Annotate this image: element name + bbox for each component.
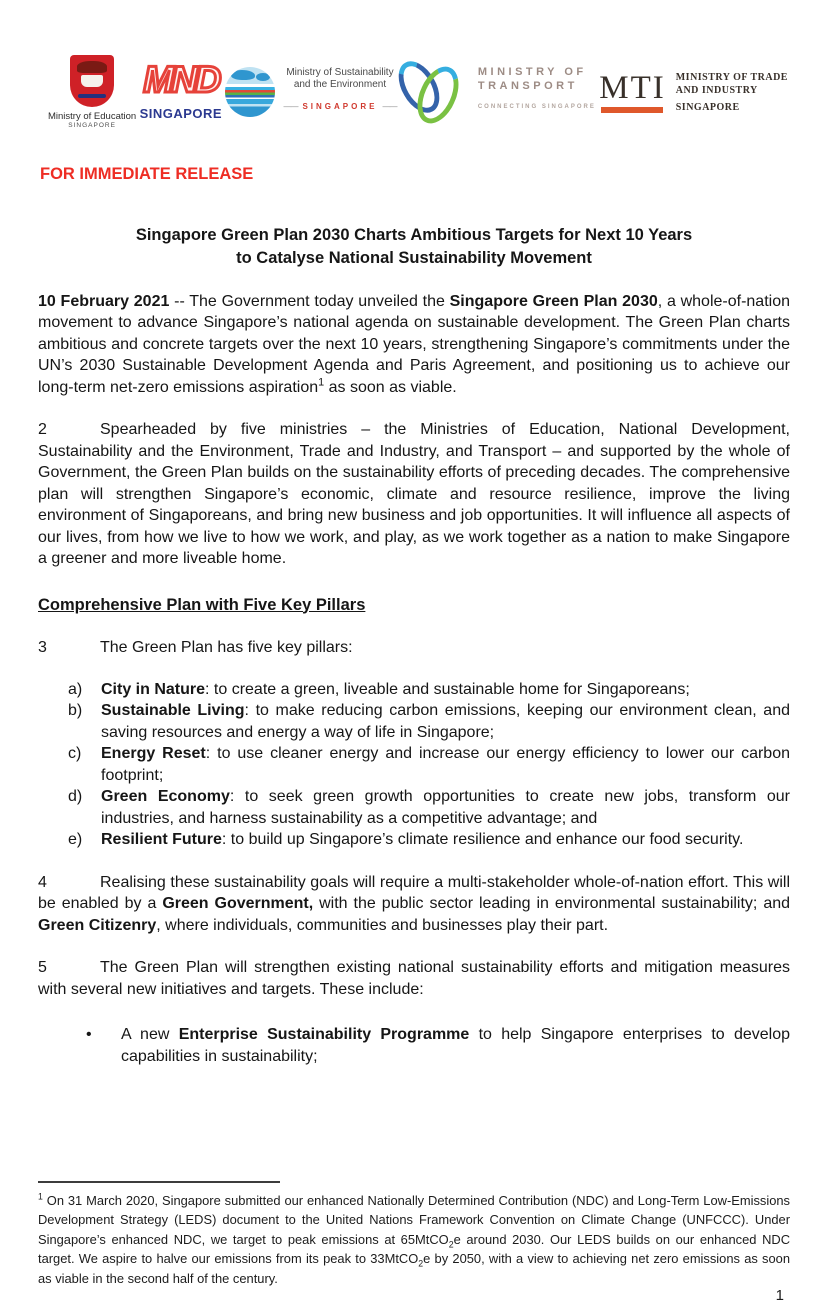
- document-title: [56, 224, 772, 270]
- title-line1: Singapore Green Plan 2030 Charts Ambitious Targets for Next 10 Years: [135, 225, 693, 244]
- paragraph-3: [38, 637, 790, 659]
- mnd-wordmark: MND: [143, 58, 219, 100]
- ministry-logo-bar: [48, 50, 788, 134]
- mse-globe-icon: [225, 67, 275, 117]
- mti-wordmark: MTI: [599, 69, 666, 106]
- paragraph-1: 10 February 2021 -- The Government today unveiled the Singapore Green Plan 2030, a whole-of-nation movement to advance Singapore’s national agenda on sustainable development. The Green Plan charts ambitious and concrete targets over the next 10 years, strengthening Singapore’s commitments under the UN’s 2030 Sustainable Development Agenda and Paris Agreement, and positioning us to achieve our long-term net-zero emissions aspiration$^1$ as soon as viable.: [38, 292, 791, 396]
- mse-name-line1: Ministry of Sustainability: [286, 66, 394, 78]
- list-item-body: City in Nature: to create a green, liveable and sustainable home for Singaporeans;: [101, 680, 690, 698]
- mse-logo: [225, 67, 396, 118]
- list-item-label: c): [68, 745, 82, 762]
- mti-name-line3: SINGAPORE: [675, 101, 740, 113]
- paragraph-5-body: The Green Plan will strengthen existing national sustainability efforts and mitigation measures with several new initiatives and targets. These include:: [38, 959, 790, 998]
- page-number: 1: [775, 1286, 784, 1304]
- mse-subcaption: SINGAPORE: [302, 101, 378, 111]
- footnote-block: [0, 1181, 828, 1288]
- list-item-body: Resilient Future: to build up Singapore’s climate resilience and enhance our food security.: [101, 831, 744, 848]
- release-label: FOR IMMEDIATE RELEASE: [40, 165, 254, 183]
- mse-dash-right: ——: [382, 101, 397, 111]
- section-heading: Comprehensive Plan with Five Key Pillars: [38, 595, 366, 614]
- moe-subcaption: SINGAPORE: [68, 121, 116, 129]
- footnote-separator: [38, 1181, 280, 1183]
- list-item: [68, 700, 790, 743]
- mot-logo: [400, 51, 596, 133]
- list-item-label: d): [68, 788, 83, 805]
- footnote-text: $^1$ On 31 March 2020, Singapore submitted our enhanced Nationally Determined Contribution (NDC) and Long-Term Low-Emissions Development Strategy (LEDS) document to the United Nations Framework Convention on Climate Change (UNFCCC). Under Singapore’s enhanced NDC, we target to peak emissions at 65MtCO$_2$e around 2030. Our LEDS builds on our enhanced NDC target. We aspire to halve our emissions from its peak to 33MtCO$_2$e by 2050, with a view to achieving net zero emissions as soon as viable in the second half of the century.: [38, 1191, 791, 1286]
- pillar-list: [68, 679, 790, 851]
- paragraph-4-number: 4: [38, 873, 47, 891]
- mse-name-line2: and the Environment: [293, 79, 387, 91]
- paragraph-2: [38, 419, 790, 570]
- paragraph-2-body: Spearheaded by five ministries – the Ministries of Education, National Development, Sustainability and the Environment, Trade and Industry, and Transport – and supported by the whole of Government, the Green Plan builds on the sustainability efforts of preceding decades. The comprehensive plan will strengthen Singapore’s economic, climate and resource resilience, improve the living environment of Singaporeans, and bring new business and job opportunities. It will influence all aspects of our lives, from how we live to how we work, and play, as we work together as a nation to make Singapore a greener and more liveable home.: [38, 421, 790, 567]
- mse-dash-left: ——: [283, 101, 298, 111]
- moe-crest-icon: [70, 55, 114, 107]
- mnd-subcaption: SINGAPORE: [139, 105, 223, 121]
- list-item: [68, 829, 790, 851]
- mti-orange-bar: [601, 107, 663, 113]
- bullet-item: [86, 1024, 790, 1067]
- mot-name-line1: MINISTRY OF: [477, 66, 587, 79]
- list-item: [68, 743, 790, 786]
- paragraph-3-number: 3: [38, 639, 47, 656]
- bullet-icon: •: [86, 1026, 92, 1043]
- moe-caption: Ministry of Education: [48, 110, 137, 122]
- mti-name-line2: AND INDUSTRY: [675, 84, 758, 96]
- list-item: [68, 679, 790, 701]
- moe-logo: [48, 55, 136, 130]
- paragraph-4: [38, 872, 790, 937]
- list-item-body: Sustainable Living: to make reducing carbon emissions, keeping our environment clean, and saving resources and energy a way of life in Singapore;: [101, 702, 791, 741]
- paragraph-2-number: 2: [38, 421, 47, 438]
- paragraph-5: [38, 957, 790, 1000]
- list-item-body: Energy Reset: to use cleaner energy and increase our energy efficiency to lower our carbon footprint;: [101, 745, 790, 784]
- title-line2: to Catalyse National Sustainability Movement: [236, 248, 592, 267]
- list-item-body: Green Economy: to seek green growth opportunities to create new jobs, transform our industries, and harness sustainability as a competitive advantage; and: [101, 788, 791, 827]
- mti-name-line1: MINISTRY OF TRADE: [675, 71, 788, 83]
- paragraph-4-body: Realising these sustainability goals will require a multi-stakeholder whole-of-nation effort. This will be enabled by a Green Government, with the public sector leading in environmental sustainability; and Green Citizenry, where individuals, communities and businesses play their part.: [38, 873, 791, 934]
- list-item-label: e): [68, 831, 83, 848]
- list-item-label: a): [68, 680, 83, 698]
- mot-rings-icon: [400, 51, 472, 133]
- mot-name-line2: TRANSPORT: [477, 80, 578, 93]
- list-item-label: b): [68, 702, 83, 719]
- list-item: [68, 786, 790, 829]
- bullet-item-body: A new Enterprise Sustainability Programme to help Singapore enterprises to develop capabilities in sustainability;: [121, 1026, 791, 1065]
- mti-logo: [599, 71, 788, 114]
- paragraph-3-body: The Green Plan has five key pillars:: [100, 639, 353, 656]
- mnd-logo: [140, 60, 223, 125]
- mot-subcaption: CONNECTING SINGAPORE: [477, 104, 596, 111]
- paragraph-5-number: 5: [38, 959, 47, 976]
